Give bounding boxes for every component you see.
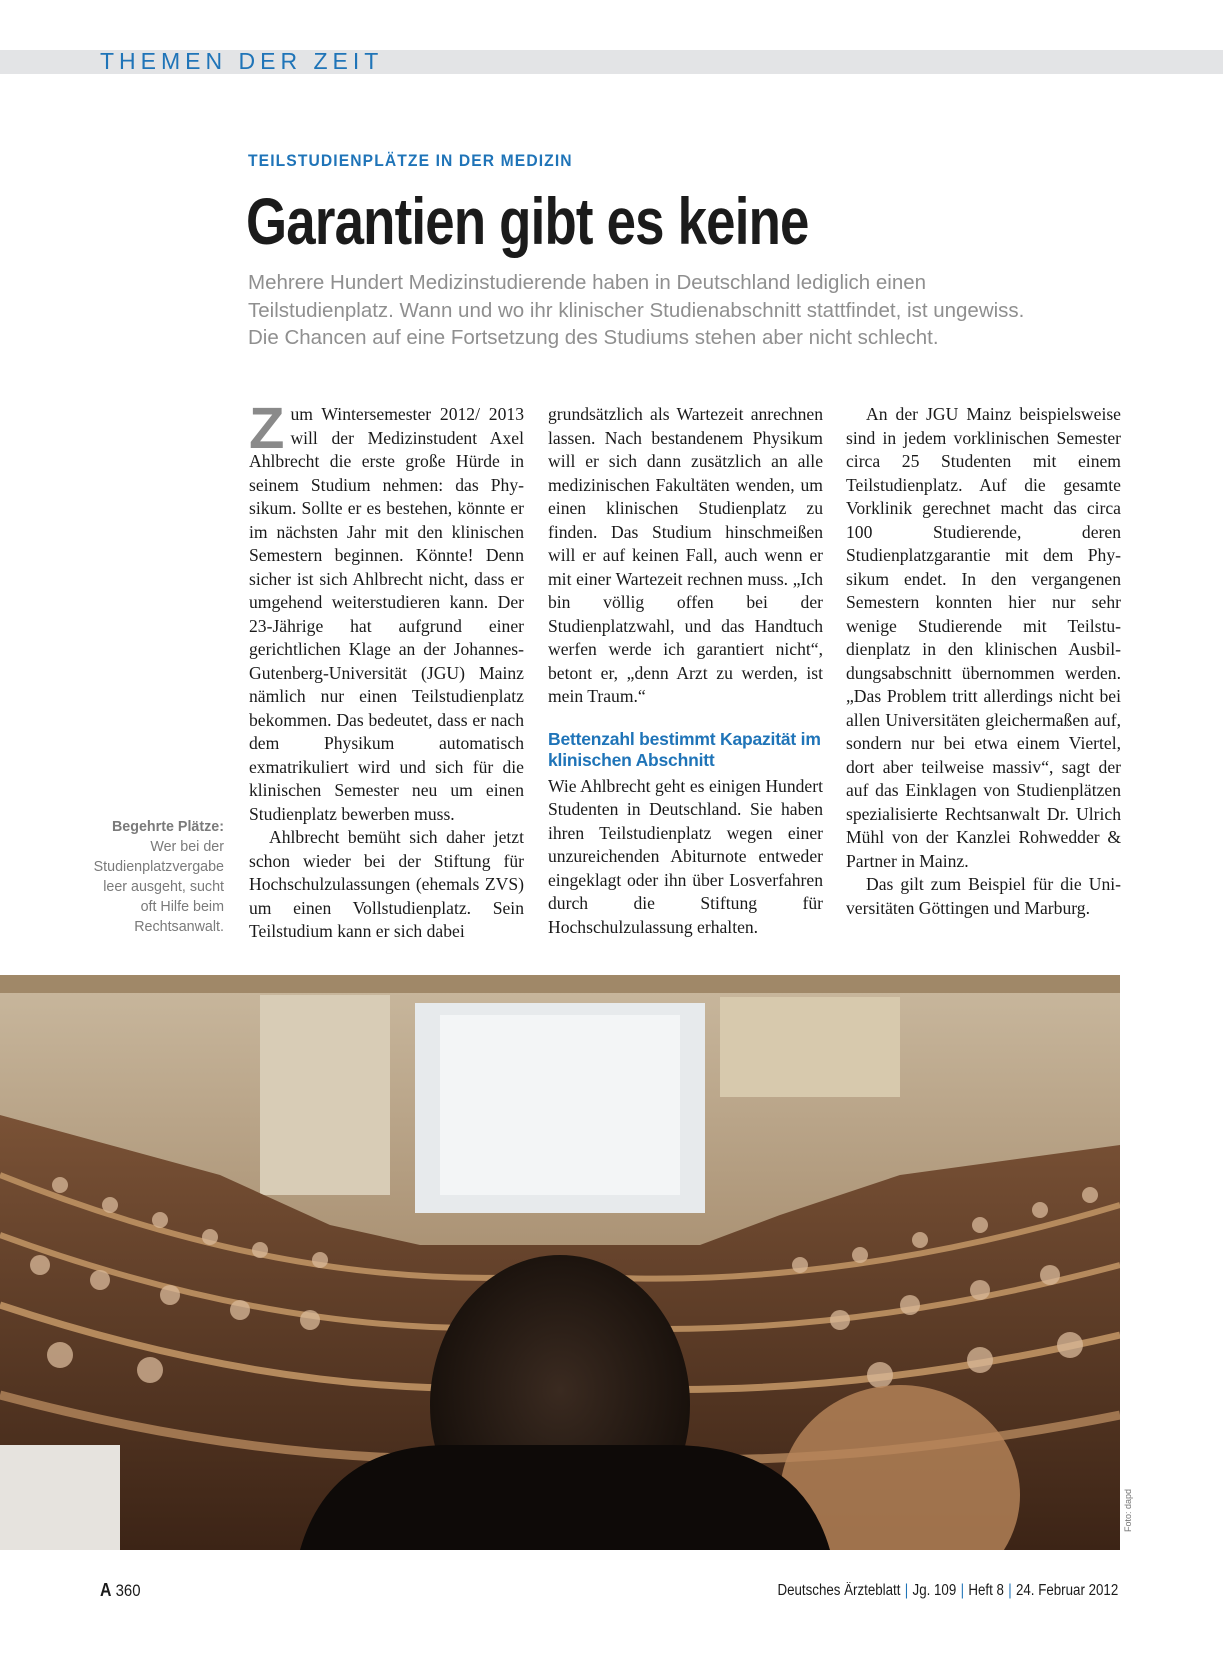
body-paragraph: An der JGU Mainz beispielsweise sind in jedem vorklinischen Semester circa 25 Studenten mit einem Teilstudienplatz. Auf die gesamte Vorklinik gerechnet macht das circa 100 Studierende, deren Studienplatzgarantie mit dem Physikum endet. In den vergangenen Semestern konnten hier nur sehr wenige Studierende mit Teilstudienplatz in den klinischen Ausbildungsabschnitt übernommen werden. „Das Problem tritt allerdings nicht bei allen Universitäten gleichermaßen auf, sondern nur bei etwa einem Viertel, dort aber teilweise massiv“, sagt der auf das Einklagen von Studienplätzen spezialisierte Rechtsanwalt Dr. Ulrich Mühl von der Kanzlei Rohwedder & Partner in Mainz.: [846, 404, 1121, 871]
section-label: THEMEN DER ZEIT: [100, 48, 384, 74]
caption-line: Rechtsanwalt.: [134, 919, 224, 935]
page-number-value: 360: [115, 1581, 141, 1600]
article-headline: Garantien gibt es keine: [246, 184, 809, 258]
journal-issue: Heft 8: [968, 1582, 1004, 1599]
lecture-hall-photo: [0, 975, 1120, 1550]
photo-credit: Foto: dapd: [1123, 1488, 1133, 1532]
teaser-line: Die Chancen auf eine Fortsetzung des Studiums stehen aber nicht schlecht.: [248, 326, 939, 349]
body-paragraph: Ahlbrecht bemüht sich daher jetzt schon wieder bei der Stiftung für Hochschulzulassungen (ehemals ZVS) um einen Vollstudienplatz. Sein Teilstudium kann er sich dabei: [249, 827, 524, 941]
caption-line: oft Hilfe beim: [140, 899, 224, 915]
journal-date: 24. Februar 2012: [1015, 1582, 1118, 1599]
article-subheading: Bettenzahl bestimmt Kapazität im klinischen Abschnitt: [548, 728, 821, 770]
caption-line: Wer bei der: [150, 839, 224, 855]
caption-title: Begehrte Plätze:: [111, 819, 224, 835]
paragraph-text: um Wintersemester 2012/ 2013 will der Medizinstudent Axel Ahlbrecht die erste große Hürde in seinem Studium nehmen: das Physikum. Sollte er es bestehen, könnte er im nächsten Jahr mit den klinischen Semestern beginnen. Könnte! Denn sicher ist sich Ahlbrecht nicht, dass er umgehend weiterstudieren kann. Der 23-Jährige hat aufgrund einer gerichtlichen Klage an der Johannes-Gutenberg-Universität (JGU) Mainz nämlich nur einen Teilstudienplatz bekommen. Das bedeutet, dass er nach dem Physikum automatisch exmatrikuliert wird und sich für die klinischen Semester neu um einen Studienplatz bewerben muss.: [249, 404, 524, 824]
drop-cap: Z: [249, 396, 285, 461]
body-paragraph: grundsätzlich als Wartezeit anrechnen lassen. Nach bestandenem Physikum will er sich dann zusätzlich an alle medizinischen Fakultäten wenden, um einen klinischen Studienplatz zu finden. Das Studium hinschmeißen will er auf keinen Fall, auch wenn er mit einer Wartezeit rechnen muss. „Ich bin völlig offen bei der Studienplatzwahl, und das Handtuch werfen werde ich garantiert nicht“, betont er, „denn Arzt zu werden, ist mein Traum.“: [548, 404, 823, 706]
journal-name: Deutsches Ärzteblatt: [777, 1582, 901, 1599]
teaser-line: Teilstudienplatz. Wann und wo ihr klinischer Studienabschnitt stattfindet, ist ungewiss.: [248, 298, 1025, 322]
caption-line: Studienplatzvergabe: [93, 859, 224, 875]
page-prefix: A: [100, 1580, 112, 1600]
teaser-line: Mehrere Hundert Medizinstudierende haben in Deutschland lediglich einen: [248, 271, 927, 294]
journal-volume: Jg. 109: [912, 1582, 957, 1599]
body-paragraph: [249, 396, 524, 826]
journal-footer: [777, 1582, 1118, 1600]
body-column-2: [548, 403, 823, 939]
article-kicker: TEILSTUDIENPLÄTZE IN DER MEDIZIN: [248, 151, 573, 170]
article-teaser: [248, 269, 1108, 352]
page-number: [100, 1580, 141, 1601]
caption-line: leer ausgeht, sucht: [103, 879, 224, 895]
body-column-1: [249, 396, 524, 944]
footer-separator: |: [904, 1582, 908, 1599]
photo-caption: [60, 817, 224, 937]
body-column-3: [846, 403, 1121, 920]
body-paragraph: Das gilt zum Beispiel für die Universitäten Göttingen und Marburg.: [846, 874, 1121, 918]
footer-separator: |: [960, 1582, 964, 1599]
footer-separator: |: [1007, 1582, 1012, 1599]
body-paragraph: Wie Ahlbrecht geht es einigen Hundert Studenten in Deutschland. Sie haben ihren Teilstudienplatz wegen einer unzureichenden Abiturnote entweder eingeklagt oder ihn über Losverfahren durch die Stiftung für Hochschulzulassung erhalten.: [548, 775, 823, 937]
